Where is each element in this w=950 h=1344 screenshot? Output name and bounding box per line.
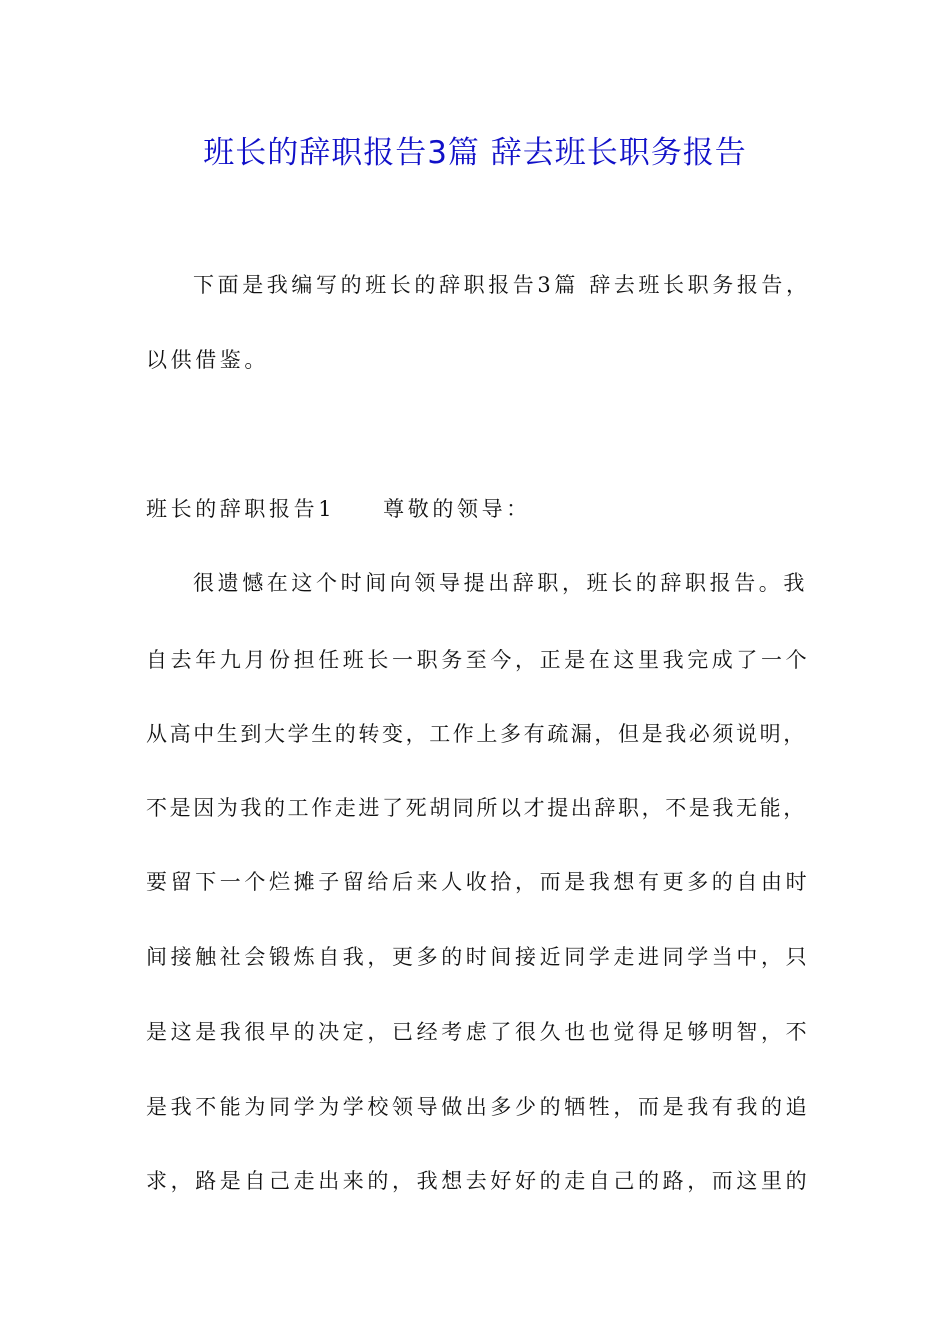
intro-line: 下面是我编写的班长的辞职报告3篇 辞去班长职务报告， [193,273,811,297]
body-line: 间接触社会锻炼自我，更多的时间接近同学走进同学当中，只 [146,945,811,969]
body-line: 从高中生到大学生的转变，工作上多有疏漏，但是我必须说明， [146,722,807,746]
body-line: 不是因为我的工作走进了死胡同所以才提出辞职，不是我无能， [146,796,807,820]
salutation: 尊敬的领导： [383,497,531,521]
body-line: 要留下一个烂摊子留给后来人收拾，而是我想有更多的自由时 [146,870,811,894]
intro-line: 以供借鉴。 [146,348,269,372]
section-heading: 班长的辞职报告1 [146,497,336,521]
body-line: 很遗憾在这个时间向领导提出辞职，班长的辞职报告。我 [193,571,808,595]
body-line: 自去年九月份担任班长一职务至今，正是在这里我完成了一个 [146,648,811,672]
body-line: 是我不能为同学为学校领导做出多少的牺牲，而是我有我的追 [146,1095,811,1119]
body-line: 是这是我很早的决定，已经考虑了很久也也觉得足够明智，不 [146,1020,811,1044]
section-heading-row [146,494,531,524]
body-line: 求，路是自己走出来的，我想去好好的走自己的路，而这里的 [146,1169,811,1193]
document-title: 班长的辞职报告3篇 辞去班长职务报告 [203,135,747,171]
